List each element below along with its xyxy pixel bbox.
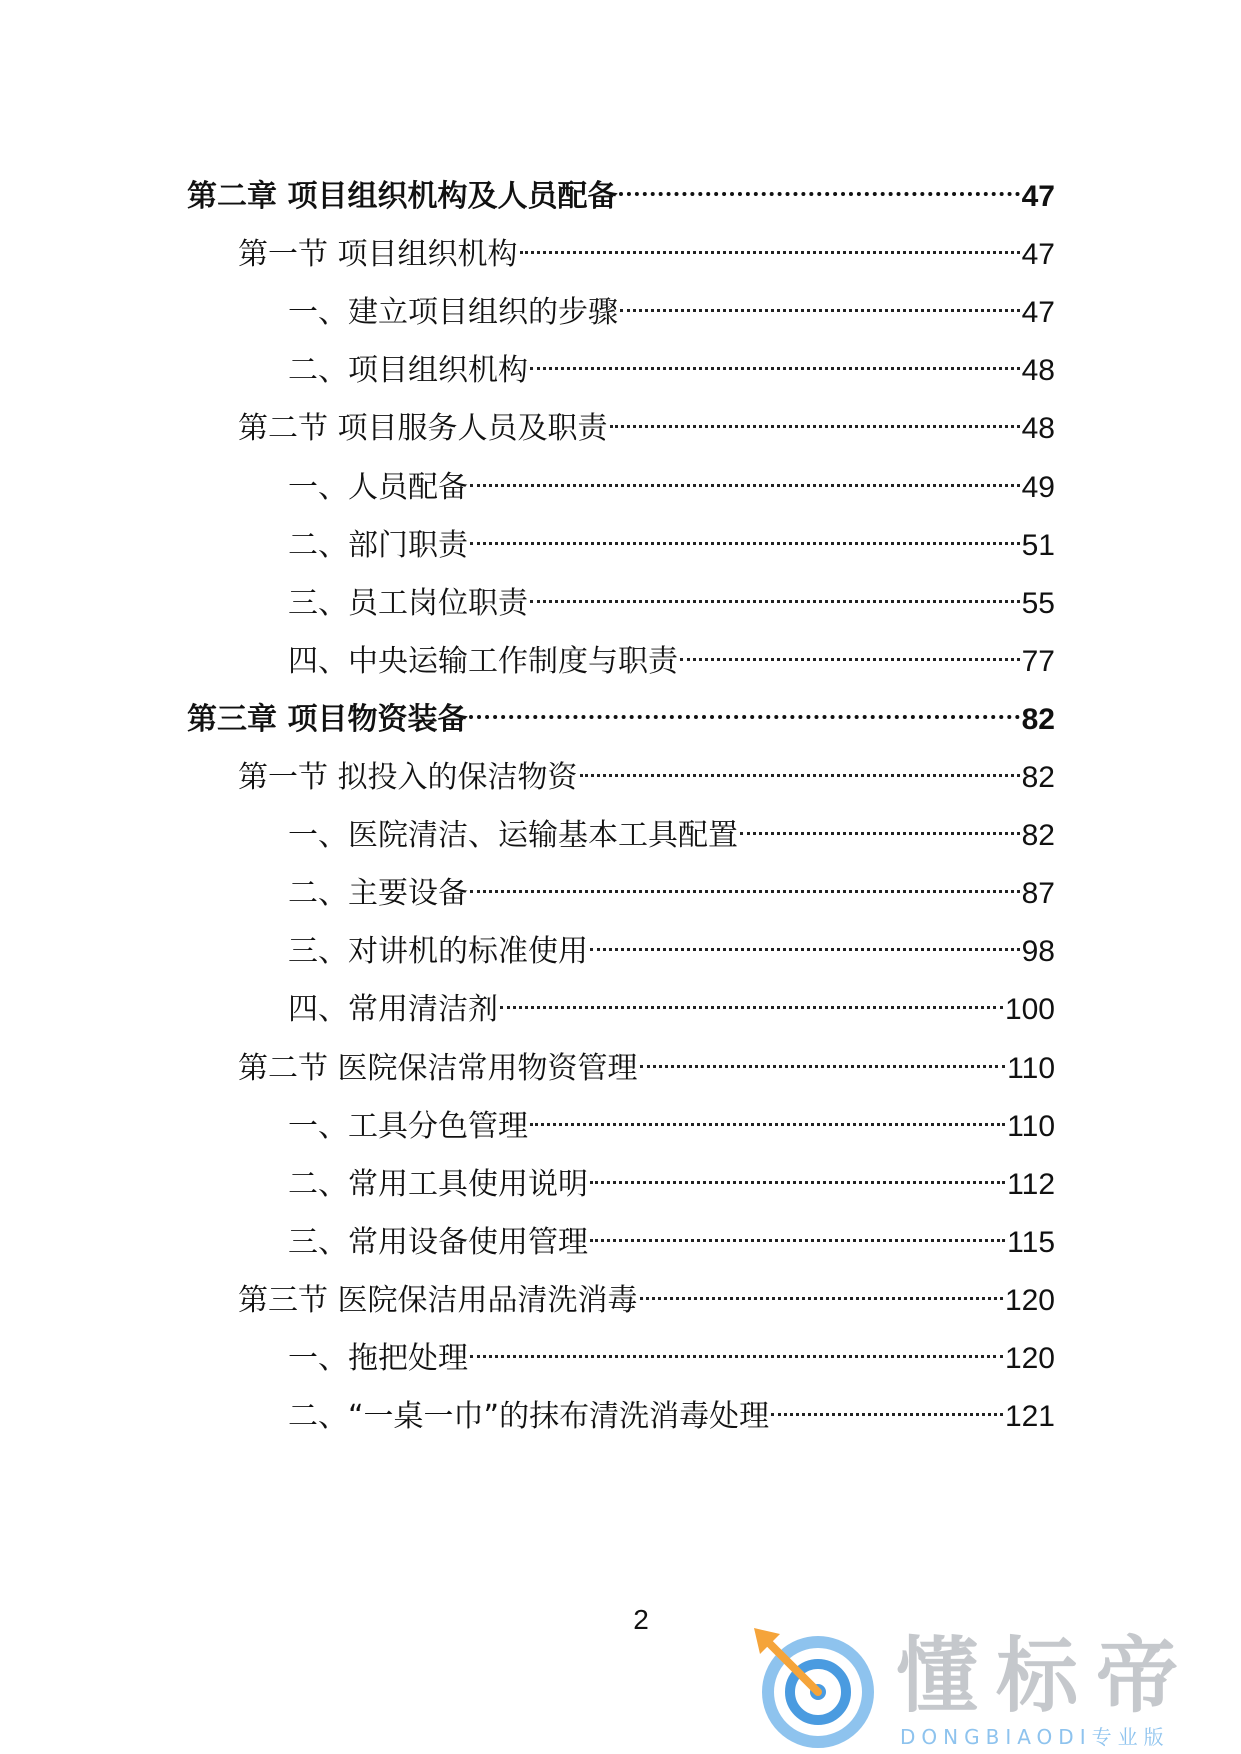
toc-entry[interactable] [288, 857, 1055, 911]
toc-entry-page: 82 [1021, 703, 1055, 736]
target-arrow-icon [748, 1622, 888, 1750]
toc-entry-page: 47 [1021, 296, 1055, 329]
toc-entry-page: 121 [1004, 1400, 1055, 1433]
toc-dot-leader [590, 915, 1020, 961]
toc-entry[interactable] [288, 799, 1055, 853]
toc-dot-leader [469, 683, 1019, 729]
toc-entry[interactable] [288, 1380, 1055, 1434]
toc-entry[interactable] [238, 1032, 1055, 1086]
toc-entry[interactable] [238, 741, 1055, 795]
toc-dot-leader [771, 1380, 1003, 1426]
toc-entry[interactable] [238, 218, 1055, 272]
toc-entry-label: 一、工具分色管理 [288, 1109, 528, 1144]
toc-entry-label: 一、拖把处理 [288, 1341, 468, 1376]
toc-entry[interactable] [288, 973, 1055, 1027]
toc-entry-page: 77 [1021, 645, 1055, 678]
toc-entry-label: 二、部门职责 [288, 528, 468, 563]
toc-dot-leader [470, 857, 1020, 903]
toc-dot-leader [619, 160, 1019, 206]
toc-entry[interactable] [288, 625, 1055, 679]
toc-entry-page: 87 [1021, 877, 1055, 910]
toc-entry-page: 110 [1007, 1110, 1055, 1143]
toc-entry[interactable] [288, 567, 1055, 621]
toc-entry-label: 第二节 医院保洁常用物资管理 [238, 1051, 638, 1086]
toc-entry-page: 110 [1007, 1052, 1055, 1085]
toc-entry[interactable] [288, 451, 1055, 505]
toc-dot-leader [500, 973, 1003, 1019]
toc-entry-label: 二、“一桌一巾”的抹布清洗消毒处理 [288, 1399, 770, 1434]
toc-entry-page: 82 [1021, 761, 1055, 794]
toc-entry-page: 82 [1021, 819, 1055, 852]
toc-entry-label: 二、常用工具使用说明 [288, 1167, 588, 1202]
watermark-sub-text: DONGBIAODI专业版 [900, 1725, 1170, 1749]
toc-entry-label: 二、项目组织机构 [288, 353, 528, 388]
toc-entry[interactable] [288, 915, 1055, 969]
toc-dot-leader [610, 392, 1020, 438]
toc-entry-page: 55 [1021, 587, 1055, 620]
toc-dot-leader [590, 1206, 1005, 1252]
toc-entry-label: 三、员工岗位职责 [288, 586, 528, 621]
toc-entry[interactable] [288, 276, 1055, 330]
toc-entry-page: 48 [1021, 412, 1055, 445]
toc-dot-leader [580, 741, 1020, 787]
toc-entry-page: 120 [1004, 1284, 1055, 1317]
toc-entry-label: 第三章 项目物资装备 [187, 702, 468, 737]
toc-entry-page: 100 [1004, 993, 1055, 1026]
toc-entry[interactable] [288, 1322, 1055, 1376]
toc-entry-label: 四、中央运输工作制度与职责 [288, 644, 678, 679]
page-number: 2 [633, 1604, 649, 1635]
toc-dot-leader [680, 625, 1020, 671]
toc-entry-label: 三、常用设备使用管理 [288, 1225, 588, 1260]
toc-dot-leader [590, 1148, 1005, 1194]
toc-entry[interactable] [288, 1090, 1055, 1144]
toc-entry-page: 47 [1021, 180, 1055, 213]
toc-dot-leader [530, 1090, 1005, 1136]
toc-dot-leader [530, 567, 1020, 613]
toc-entry-label: 四、常用清洁剂 [288, 992, 498, 1027]
toc-dot-leader [640, 1264, 1003, 1310]
toc-entry-page: 48 [1021, 354, 1055, 387]
toc-dot-leader [470, 509, 1020, 555]
toc-entry-page: 98 [1021, 935, 1055, 968]
toc-entry-label: 一、人员配备 [288, 470, 468, 505]
toc-entry-label: 第一节 拟投入的保洁物资 [238, 760, 578, 795]
toc-entry[interactable] [288, 1206, 1055, 1260]
toc-entry[interactable] [238, 1264, 1055, 1318]
toc-entry-page: 49 [1021, 471, 1055, 504]
toc-entry[interactable] [187, 683, 1055, 737]
toc-entry-label: 一、医院清洁、运输基本工具配置 [288, 818, 738, 853]
watermark-logo [748, 1622, 1228, 1750]
toc-entry[interactable] [238, 392, 1055, 446]
toc-entry-label: 第三节 医院保洁用品清洗消毒 [238, 1283, 638, 1318]
toc-dot-leader [620, 276, 1020, 322]
toc-entry-label: 三、对讲机的标准使用 [288, 934, 588, 969]
toc-entry-page: 112 [1007, 1168, 1055, 1201]
toc-dot-leader [470, 451, 1020, 497]
toc-entry-label: 一、建立项目组织的步骤 [288, 295, 618, 330]
toc-dot-leader [740, 799, 1020, 845]
toc-entry-label: 二、主要设备 [288, 876, 468, 911]
toc-entry-page: 47 [1021, 238, 1055, 271]
toc-dot-leader [640, 1032, 1006, 1078]
toc-entry[interactable] [187, 160, 1055, 214]
toc-entry-label: 第二节 项目服务人员及职责 [238, 411, 608, 446]
toc-entry-label: 第二章 项目组织机构及人员配备 [187, 179, 618, 214]
toc-dot-leader [520, 218, 1020, 264]
toc-entry[interactable] [288, 1148, 1055, 1202]
toc-entry-page: 51 [1021, 529, 1055, 562]
toc-entry-page: 115 [1007, 1226, 1055, 1259]
toc-entry[interactable] [288, 509, 1055, 563]
toc-entry[interactable] [288, 334, 1055, 388]
toc-dot-leader [530, 334, 1020, 380]
toc-dot-leader [470, 1322, 1003, 1368]
toc-entry-label: 第一节 项目组织机构 [238, 237, 518, 272]
toc-entry-page: 120 [1004, 1342, 1055, 1375]
watermark-brand-text: 懂标帝 [896, 1629, 1197, 1724]
